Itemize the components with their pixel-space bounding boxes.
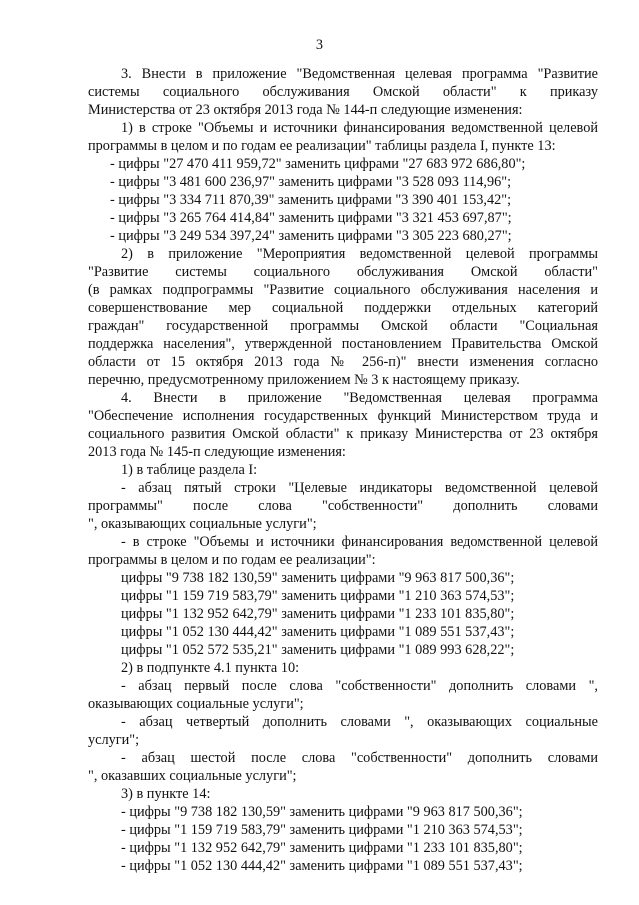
- text-line: цифры "1 052 130 444,42" заменить цифрами "1 089 551 537,43";: [121, 624, 515, 640]
- text-line: - цифры "27 470 411 959,72" заменить цифрами "27 683 972 686,80";: [110, 156, 526, 172]
- text-line: совершенствование мер социальной поддержки отдельных категорий: [88, 300, 598, 316]
- text-line: 4. Внести в приложение "Ведомственная целевая программа: [121, 390, 598, 406]
- text-line: оказывающих социальные услуги";: [88, 696, 304, 712]
- text-line: - цифры "1 132 952 642,79" заменить цифрами "1 233 101 835,80";: [121, 840, 523, 856]
- text-line: - цифры "1 052 130 444,42" заменить цифрами "1 089 551 537,43";: [121, 858, 523, 874]
- text-line: ", оказавших социальные услуги";: [88, 768, 297, 784]
- text-line: 3. Внести в приложение "Ведомственная целевая программа "Развитие: [121, 66, 598, 82]
- text-line: 1) в таблице раздела I:: [121, 462, 258, 478]
- text-line: области от 15 октября 2013 года № 256-п)" внести изменения согласно: [88, 354, 598, 370]
- text-line: цифры "1 052 572 535,21" заменить цифрами "1 089 993 628,22";: [121, 642, 515, 658]
- text-line: социального развития Омской области" к приказу Министерства от 23 октября: [88, 426, 598, 442]
- text-line: 2) в подпункте 4.1 пункта 10:: [121, 660, 300, 676]
- text-line: - цифры "3 481 600 236,97" заменить цифрами "3 528 093 114,96";: [110, 174, 512, 190]
- text-line: - абзац четвертый дополнить словами ", оказывающих социальные: [121, 714, 598, 730]
- text-line: - цифры "3 249 534 397,24" заменить цифрами "3 305 223 680,27";: [110, 228, 512, 244]
- text-line: граждан" государственной программы Омской области "Социальная: [88, 318, 598, 334]
- text-line: 2) в приложение "Мероприятия ведомственной целевой программы: [121, 246, 598, 262]
- text-line: "Развитие системы социального обслуживания Омской области": [88, 264, 598, 280]
- text-line: (в рамках подпрограммы "Развитие социального обслуживания населения и: [88, 282, 598, 298]
- text-line: "Обеспечение исполнения государственных функций Министерством труда и: [88, 408, 598, 424]
- page-number: 3: [315, 37, 324, 53]
- text-line: - цифры "1 159 719 583,79" заменить цифрами "1 210 363 574,53";: [121, 822, 523, 838]
- text-line: цифры "9 738 182 130,59" заменить цифрами "9 963 817 500,36";: [121, 570, 515, 586]
- text-line: перечню, предусмотренному приложением № 3 к настоящему приказу.: [88, 372, 520, 388]
- text-line: ", оказывающих социальные услуги";: [88, 516, 317, 532]
- text-line: - цифры "3 334 711 870,39" заменить цифрами "3 390 401 153,42";: [110, 192, 512, 208]
- text-line: услуги";: [88, 732, 140, 748]
- text-line: - абзац шестой после слова "собственности" дополнить словами: [121, 750, 598, 766]
- text-line: - абзац первый после слова "собственности" дополнить словами ",: [121, 678, 598, 694]
- text-line: - абзац пятый строки "Целевые индикаторы ведомственной целевой: [121, 480, 598, 496]
- text-line: 3) в пункте 14:: [121, 786, 211, 802]
- text-line: - в строке "Объемы и источники финансирования ведомственной целевой: [121, 534, 598, 550]
- text-line: - цифры "3 265 764 414,84" заменить цифрами "3 321 453 697,87";: [110, 210, 512, 226]
- text-line: программы в целом и по годам ее реализации":: [88, 552, 376, 568]
- text-line: программы" после слова "собственности" дополнить словами: [88, 498, 598, 514]
- text-line: Министерства от 23 октября 2013 года № 144-п следующие изменения:: [88, 102, 523, 118]
- text-line: поддержка населения", утвержденной постановлением Правительства Омской: [88, 336, 598, 352]
- text-line: - цифры "9 738 182 130,59" заменить цифрами "9 963 817 500,36";: [121, 804, 523, 820]
- text-line: 1) в строке "Объемы и источники финансирования ведомственной целевой: [121, 120, 598, 136]
- text-line: системы социального обслуживания Омской области" к приказу: [88, 84, 598, 100]
- text-line: программы в целом и по годам ее реализации" таблицы раздела I, пункте 13:: [88, 138, 556, 154]
- text-line: цифры "1 132 952 642,79" заменить цифрами "1 233 101 835,80";: [121, 606, 515, 622]
- text-line: 2013 года № 145-п следующие изменения:: [88, 444, 346, 460]
- text-line: цифры "1 159 719 583,79" заменить цифрами "1 210 363 574,53";: [121, 588, 515, 604]
